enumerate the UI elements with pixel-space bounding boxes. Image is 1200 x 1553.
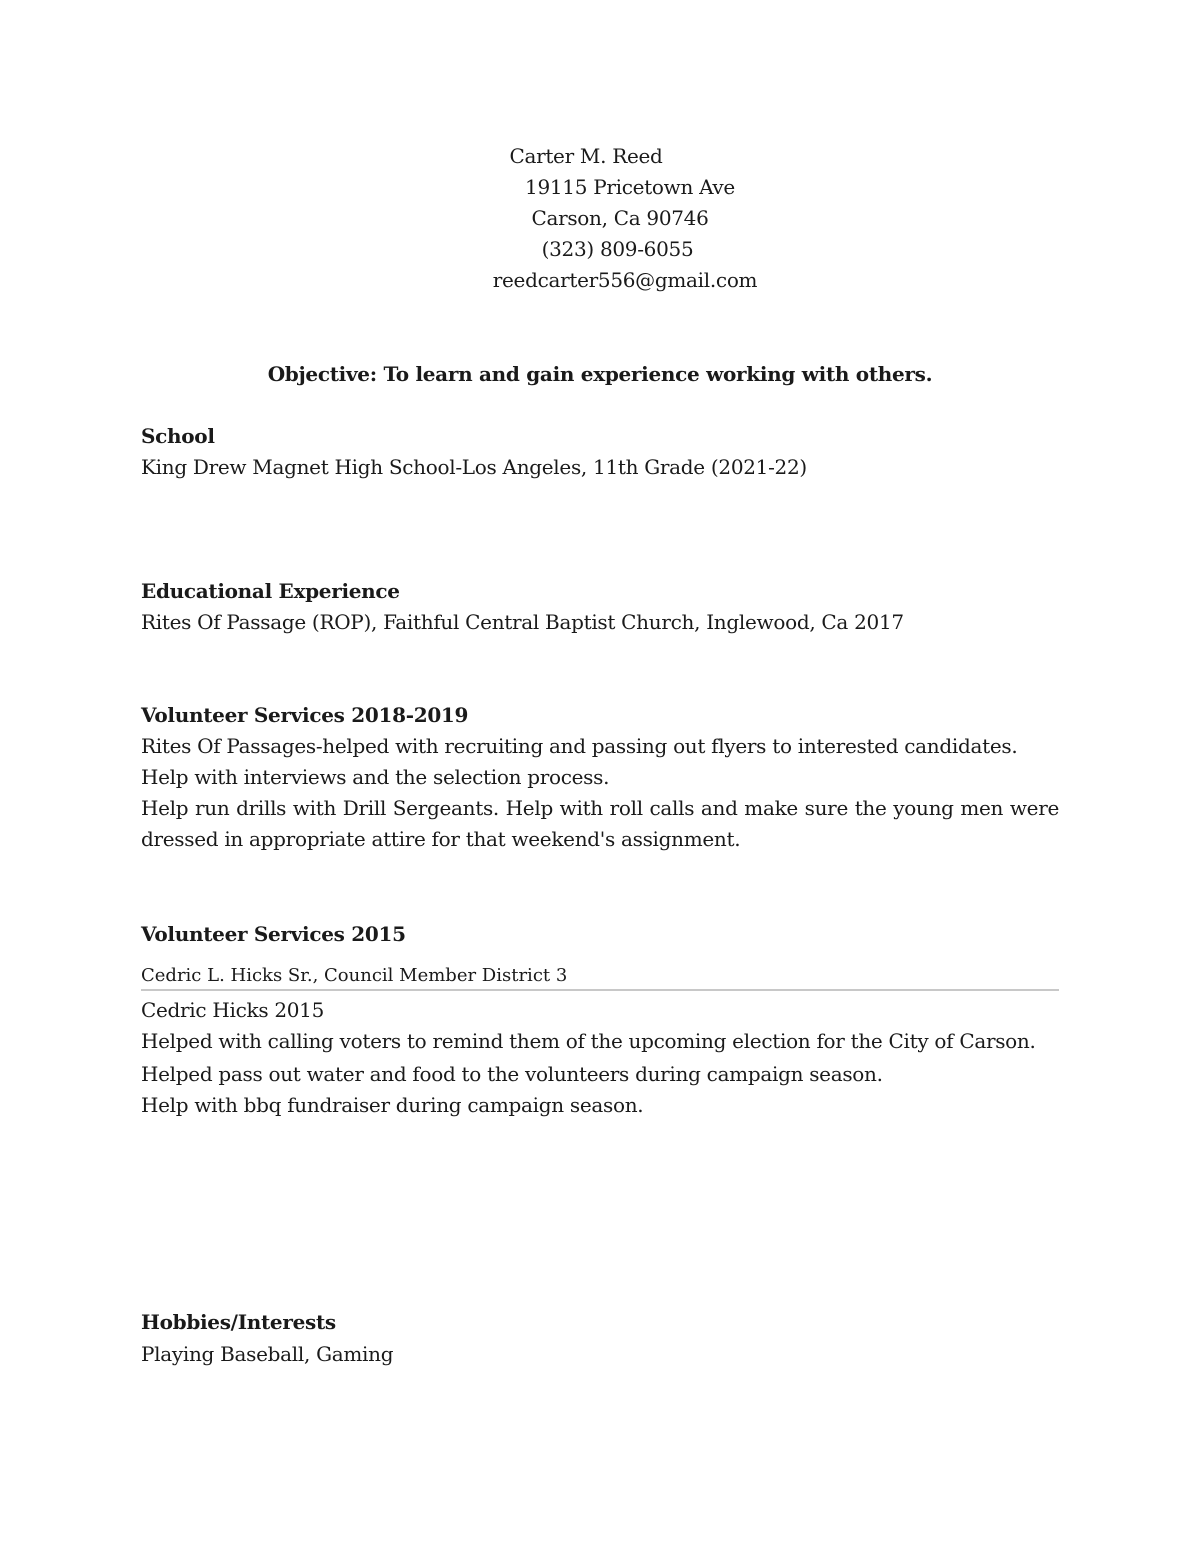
volunteer-2015-line: Help with bbq fundraiser during campaign season. <box>141 1093 644 1117</box>
phone-number: (323) 809-6055 <box>541 237 694 261</box>
city-address: Carson, Ca 90746 <box>531 206 709 230</box>
educational-experience-heading: Educational Experience <box>141 579 400 603</box>
school-heading: School <box>141 424 215 448</box>
volunteer-2015-line: Cedric Hicks 2015 <box>141 998 325 1022</box>
volunteer-2018-line: Rites Of Passages-helped with recruiting and passing out flyers to interested candidates. <box>141 734 1018 758</box>
email-address: reedcarter556@gmail.com <box>492 268 758 292</box>
section-divider <box>141 989 1059 991</box>
volunteer-2015-subheader: Cedric L. Hicks Sr., Council Member District 3 <box>141 965 568 986</box>
hobbies-entry: Playing Baseball, Gaming <box>141 1342 394 1366</box>
volunteer-2015-line: Helped with calling voters to remind them of the upcoming election for the City of Carson. <box>141 1029 1036 1053</box>
school-entry: King Drew Magnet High School-Los Angeles, 11th Grade (2021-22) <box>141 455 807 479</box>
applicant-name: Carter M. Reed <box>509 144 663 168</box>
hobbies-heading: Hobbies/Interests <box>141 1310 336 1334</box>
volunteer-2018-paragraph: Help run drills with Drill Sergeants. Help with roll calls and make sure the young men were dressed in appropriate attire for that weekend's assignment. <box>141 796 1059 851</box>
street-address: 19115 Pricetown Ave <box>525 175 735 199</box>
educational-experience-entry: Rites Of Passage (ROP), Faithful Central Baptist Church, Inglewood, Ca 2017 <box>141 610 904 634</box>
volunteer-2018-heading: Volunteer Services 2018-2019 <box>141 703 469 727</box>
volunteer-2015-line: Helped pass out water and food to the volunteers during campaign season. <box>141 1062 883 1086</box>
objective-statement: Objective: To learn and gain experience working with others. <box>267 362 933 386</box>
volunteer-2018-line: Help with interviews and the selection process. <box>141 765 610 789</box>
volunteer-2015-heading: Volunteer Services 2015 <box>141 922 406 946</box>
